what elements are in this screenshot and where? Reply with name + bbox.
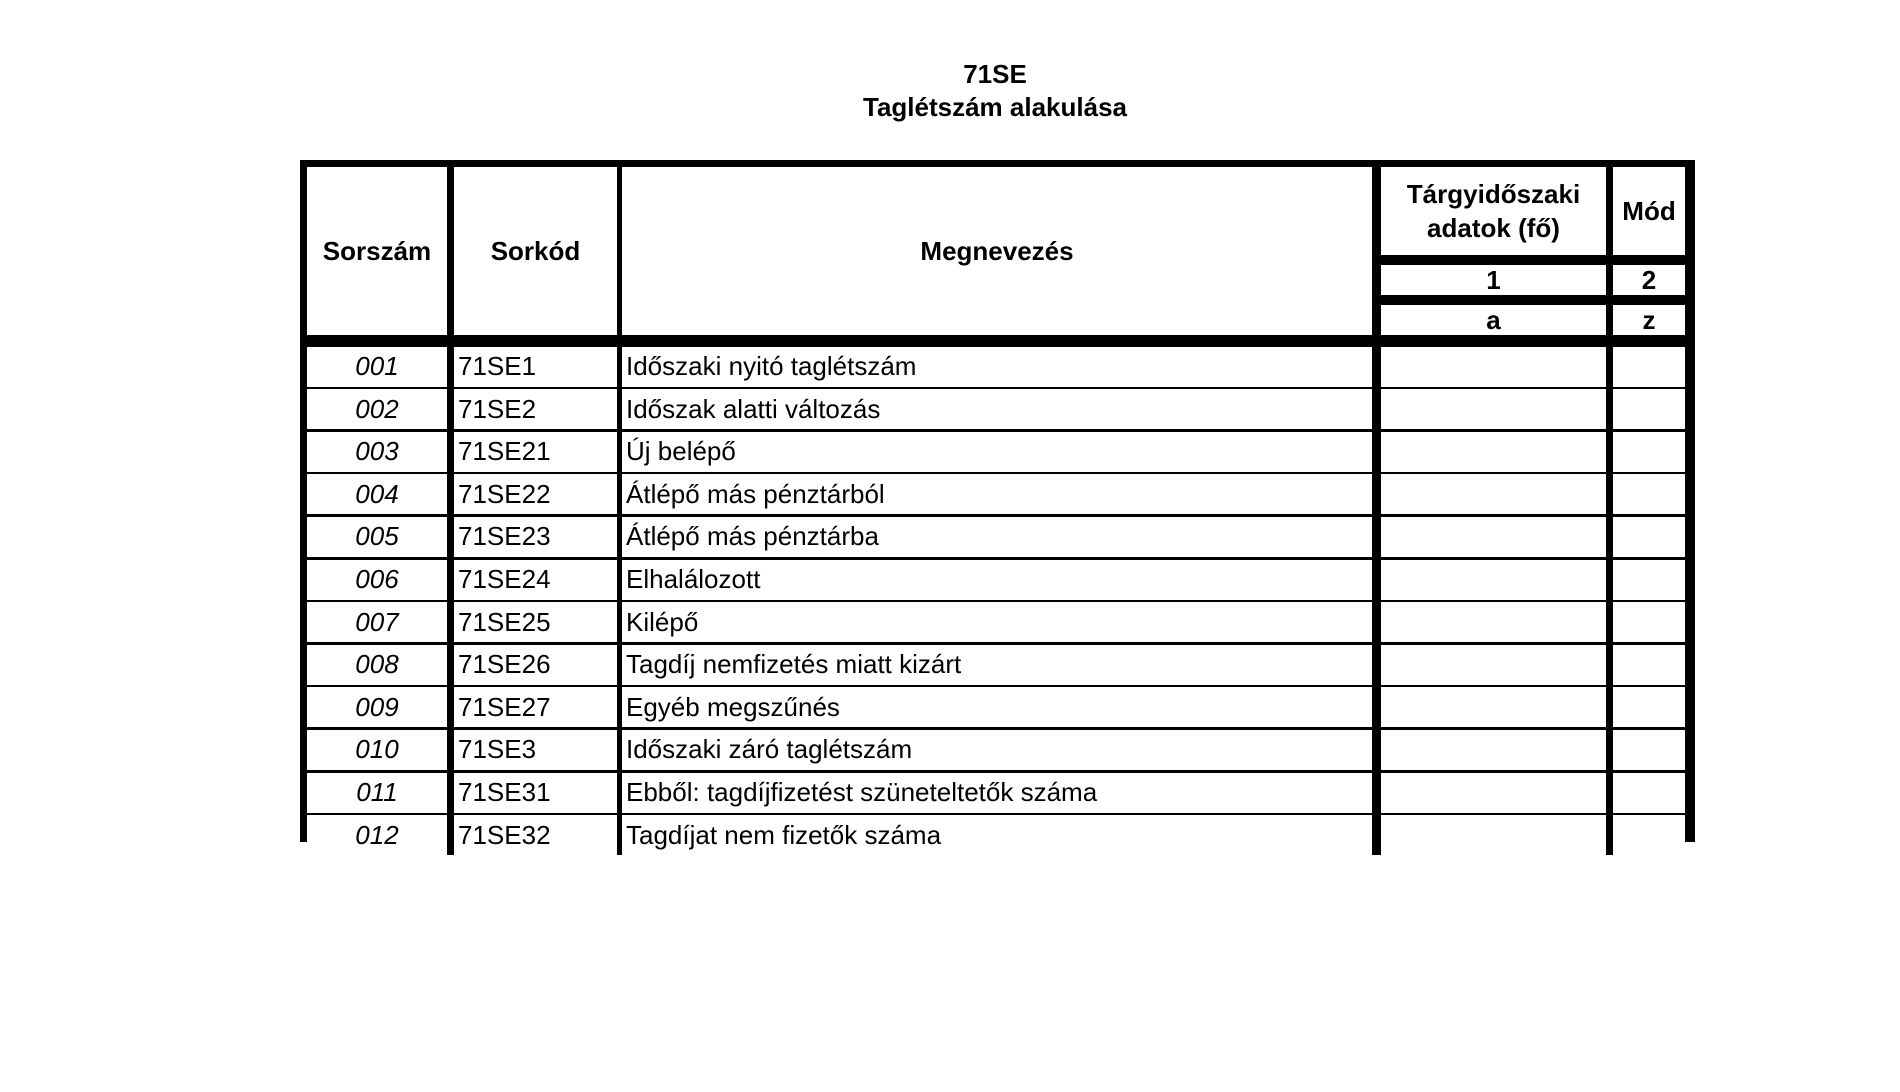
cell-sorkod: 71SE3	[454, 730, 617, 770]
column-divider	[1606, 645, 1613, 685]
header-megnevezes: Megnevezés	[622, 167, 1372, 335]
cell-mod-input[interactable]	[1613, 773, 1685, 813]
cell-mod-input[interactable]	[1613, 347, 1685, 387]
column-divider	[1606, 347, 1613, 387]
cell-megnevezes: Tagdíjat nem fizetők száma	[622, 815, 1372, 855]
header-sorkod: Sorkód	[454, 167, 617, 335]
cell-sorkod: 71SE24	[454, 560, 617, 600]
form-title: Taglétszám alakulása	[863, 92, 1127, 122]
cell-sorszam: 001	[307, 347, 447, 387]
column-divider	[1606, 517, 1613, 557]
column-divider	[1372, 773, 1381, 813]
header-col1-letter: a	[1381, 305, 1606, 335]
column-divider	[447, 167, 454, 335]
cell-sorszam: 006	[307, 560, 447, 600]
cell-sorszam: 005	[307, 517, 447, 557]
cell-sorszam: 002	[307, 389, 447, 429]
header-col1-number: 1	[1381, 265, 1606, 295]
column-divider	[1372, 432, 1381, 472]
cell-sorkod: 71SE25	[454, 602, 617, 642]
cell-megnevezes: Tagdíj nemfizetés miatt kizárt	[622, 645, 1372, 685]
header-sorszam: Sorszám	[307, 167, 447, 335]
column-divider	[447, 432, 454, 472]
row-divider	[1613, 298, 1685, 303]
column-divider	[447, 687, 454, 727]
column-divider	[1372, 602, 1381, 642]
cell-value-input[interactable]	[1381, 815, 1606, 855]
cell-mod-input[interactable]	[1613, 730, 1685, 770]
column-divider	[1606, 474, 1613, 514]
cell-sorkod: 71SE32	[454, 815, 617, 855]
column-divider	[1372, 389, 1381, 429]
column-divider	[447, 645, 454, 685]
cell-mod-input[interactable]	[1613, 474, 1685, 514]
cell-mod-input[interactable]	[1613, 517, 1685, 557]
row-divider	[1613, 258, 1685, 263]
cell-megnevezes: Időszaki záró taglétszám	[622, 730, 1372, 770]
column-divider	[1372, 560, 1381, 600]
column-divider	[1606, 432, 1613, 472]
column-divider	[1372, 347, 1381, 387]
cell-sorszam: 012	[307, 815, 447, 855]
column-divider	[1372, 517, 1381, 557]
cell-value-input[interactable]	[1381, 687, 1606, 727]
column-divider	[1372, 645, 1381, 685]
column-divider	[1372, 167, 1381, 335]
cell-sorszam: 008	[307, 645, 447, 685]
column-divider	[1606, 602, 1613, 642]
cell-sorkod: 71SE21	[454, 432, 617, 472]
cell-sorkod: 71SE2	[454, 389, 617, 429]
cell-value-input[interactable]	[1381, 474, 1606, 514]
cell-megnevezes: Új belépő	[622, 432, 1372, 472]
column-divider	[1372, 474, 1381, 514]
row-divider	[1381, 258, 1606, 263]
column-divider	[1606, 167, 1613, 335]
column-divider	[447, 474, 454, 514]
cell-value-input[interactable]	[1381, 730, 1606, 770]
cell-mod-input[interactable]	[1613, 815, 1685, 855]
cell-megnevezes: Időszak alatti változás	[622, 389, 1372, 429]
cell-sorszam: 003	[307, 432, 447, 472]
column-divider	[1606, 687, 1613, 727]
column-divider	[447, 560, 454, 600]
cell-megnevezes: Kilépő	[622, 602, 1372, 642]
cell-megnevezes: Egyéb megszűnés	[622, 687, 1372, 727]
cell-value-input[interactable]	[1381, 389, 1606, 429]
cell-sorszam: 004	[307, 474, 447, 514]
column-divider	[1606, 773, 1613, 813]
cell-sorkod: 71SE31	[454, 773, 617, 813]
column-divider	[1606, 815, 1613, 855]
cell-value-input[interactable]	[1381, 560, 1606, 600]
column-divider	[1606, 730, 1613, 770]
column-divider	[1372, 730, 1381, 770]
row-divider	[1381, 298, 1606, 303]
cell-mod-input[interactable]	[1613, 602, 1685, 642]
cell-mod-input[interactable]	[1613, 432, 1685, 472]
column-divider	[447, 517, 454, 557]
cell-value-input[interactable]	[1381, 347, 1606, 387]
cell-megnevezes: Átlépő más pénztárból	[622, 474, 1372, 514]
cell-sorkod: 71SE27	[454, 687, 617, 727]
cell-megnevezes: Ebből: tagdíjfizetést szüneteltetők száma	[622, 773, 1372, 813]
data-table	[300, 160, 1695, 850]
form-code: 71SE	[963, 59, 1027, 89]
column-divider	[1606, 389, 1613, 429]
cell-sorszam: 009	[307, 687, 447, 727]
cell-value-input[interactable]	[1381, 432, 1606, 472]
column-divider	[447, 815, 454, 855]
header-col2-letter: z	[1613, 305, 1685, 335]
cell-sorkod: 71SE1	[454, 347, 617, 387]
cell-sorkod: 71SE23	[454, 517, 617, 557]
cell-sorszam: 011	[307, 773, 447, 813]
cell-megnevezes: Átlépő más pénztárba	[622, 517, 1372, 557]
column-divider	[447, 389, 454, 429]
cell-megnevezes: Időszaki nyitó taglétszám	[622, 347, 1372, 387]
cell-mod-input[interactable]	[1613, 389, 1685, 429]
header-targyidoszaki: Tárgyidőszaki adatok (fő)	[1381, 167, 1606, 255]
cell-value-input[interactable]	[1381, 773, 1606, 813]
cell-sorkod: 71SE26	[454, 645, 617, 685]
cell-mod-input[interactable]	[1613, 687, 1685, 727]
cell-value-input[interactable]	[1381, 517, 1606, 557]
header-mod: Mód	[1613, 167, 1685, 255]
cell-sorkod: 71SE22	[454, 474, 617, 514]
column-divider	[447, 347, 454, 387]
cell-mod-input[interactable]	[1613, 560, 1685, 600]
cell-sorszam: 010	[307, 730, 447, 770]
header-divider	[307, 338, 1685, 344]
column-divider	[447, 730, 454, 770]
cell-sorszam: 007	[307, 602, 447, 642]
cell-value-input[interactable]	[1381, 602, 1606, 642]
cell-value-input[interactable]	[1381, 645, 1606, 685]
cell-mod-input[interactable]	[1613, 645, 1685, 685]
cell-megnevezes: Elhalálozott	[622, 560, 1372, 600]
column-divider	[1606, 560, 1613, 600]
header-col2-number: 2	[1613, 265, 1685, 295]
column-divider	[447, 773, 454, 813]
column-divider	[1372, 815, 1381, 855]
column-divider	[447, 602, 454, 642]
column-divider	[1372, 687, 1381, 727]
